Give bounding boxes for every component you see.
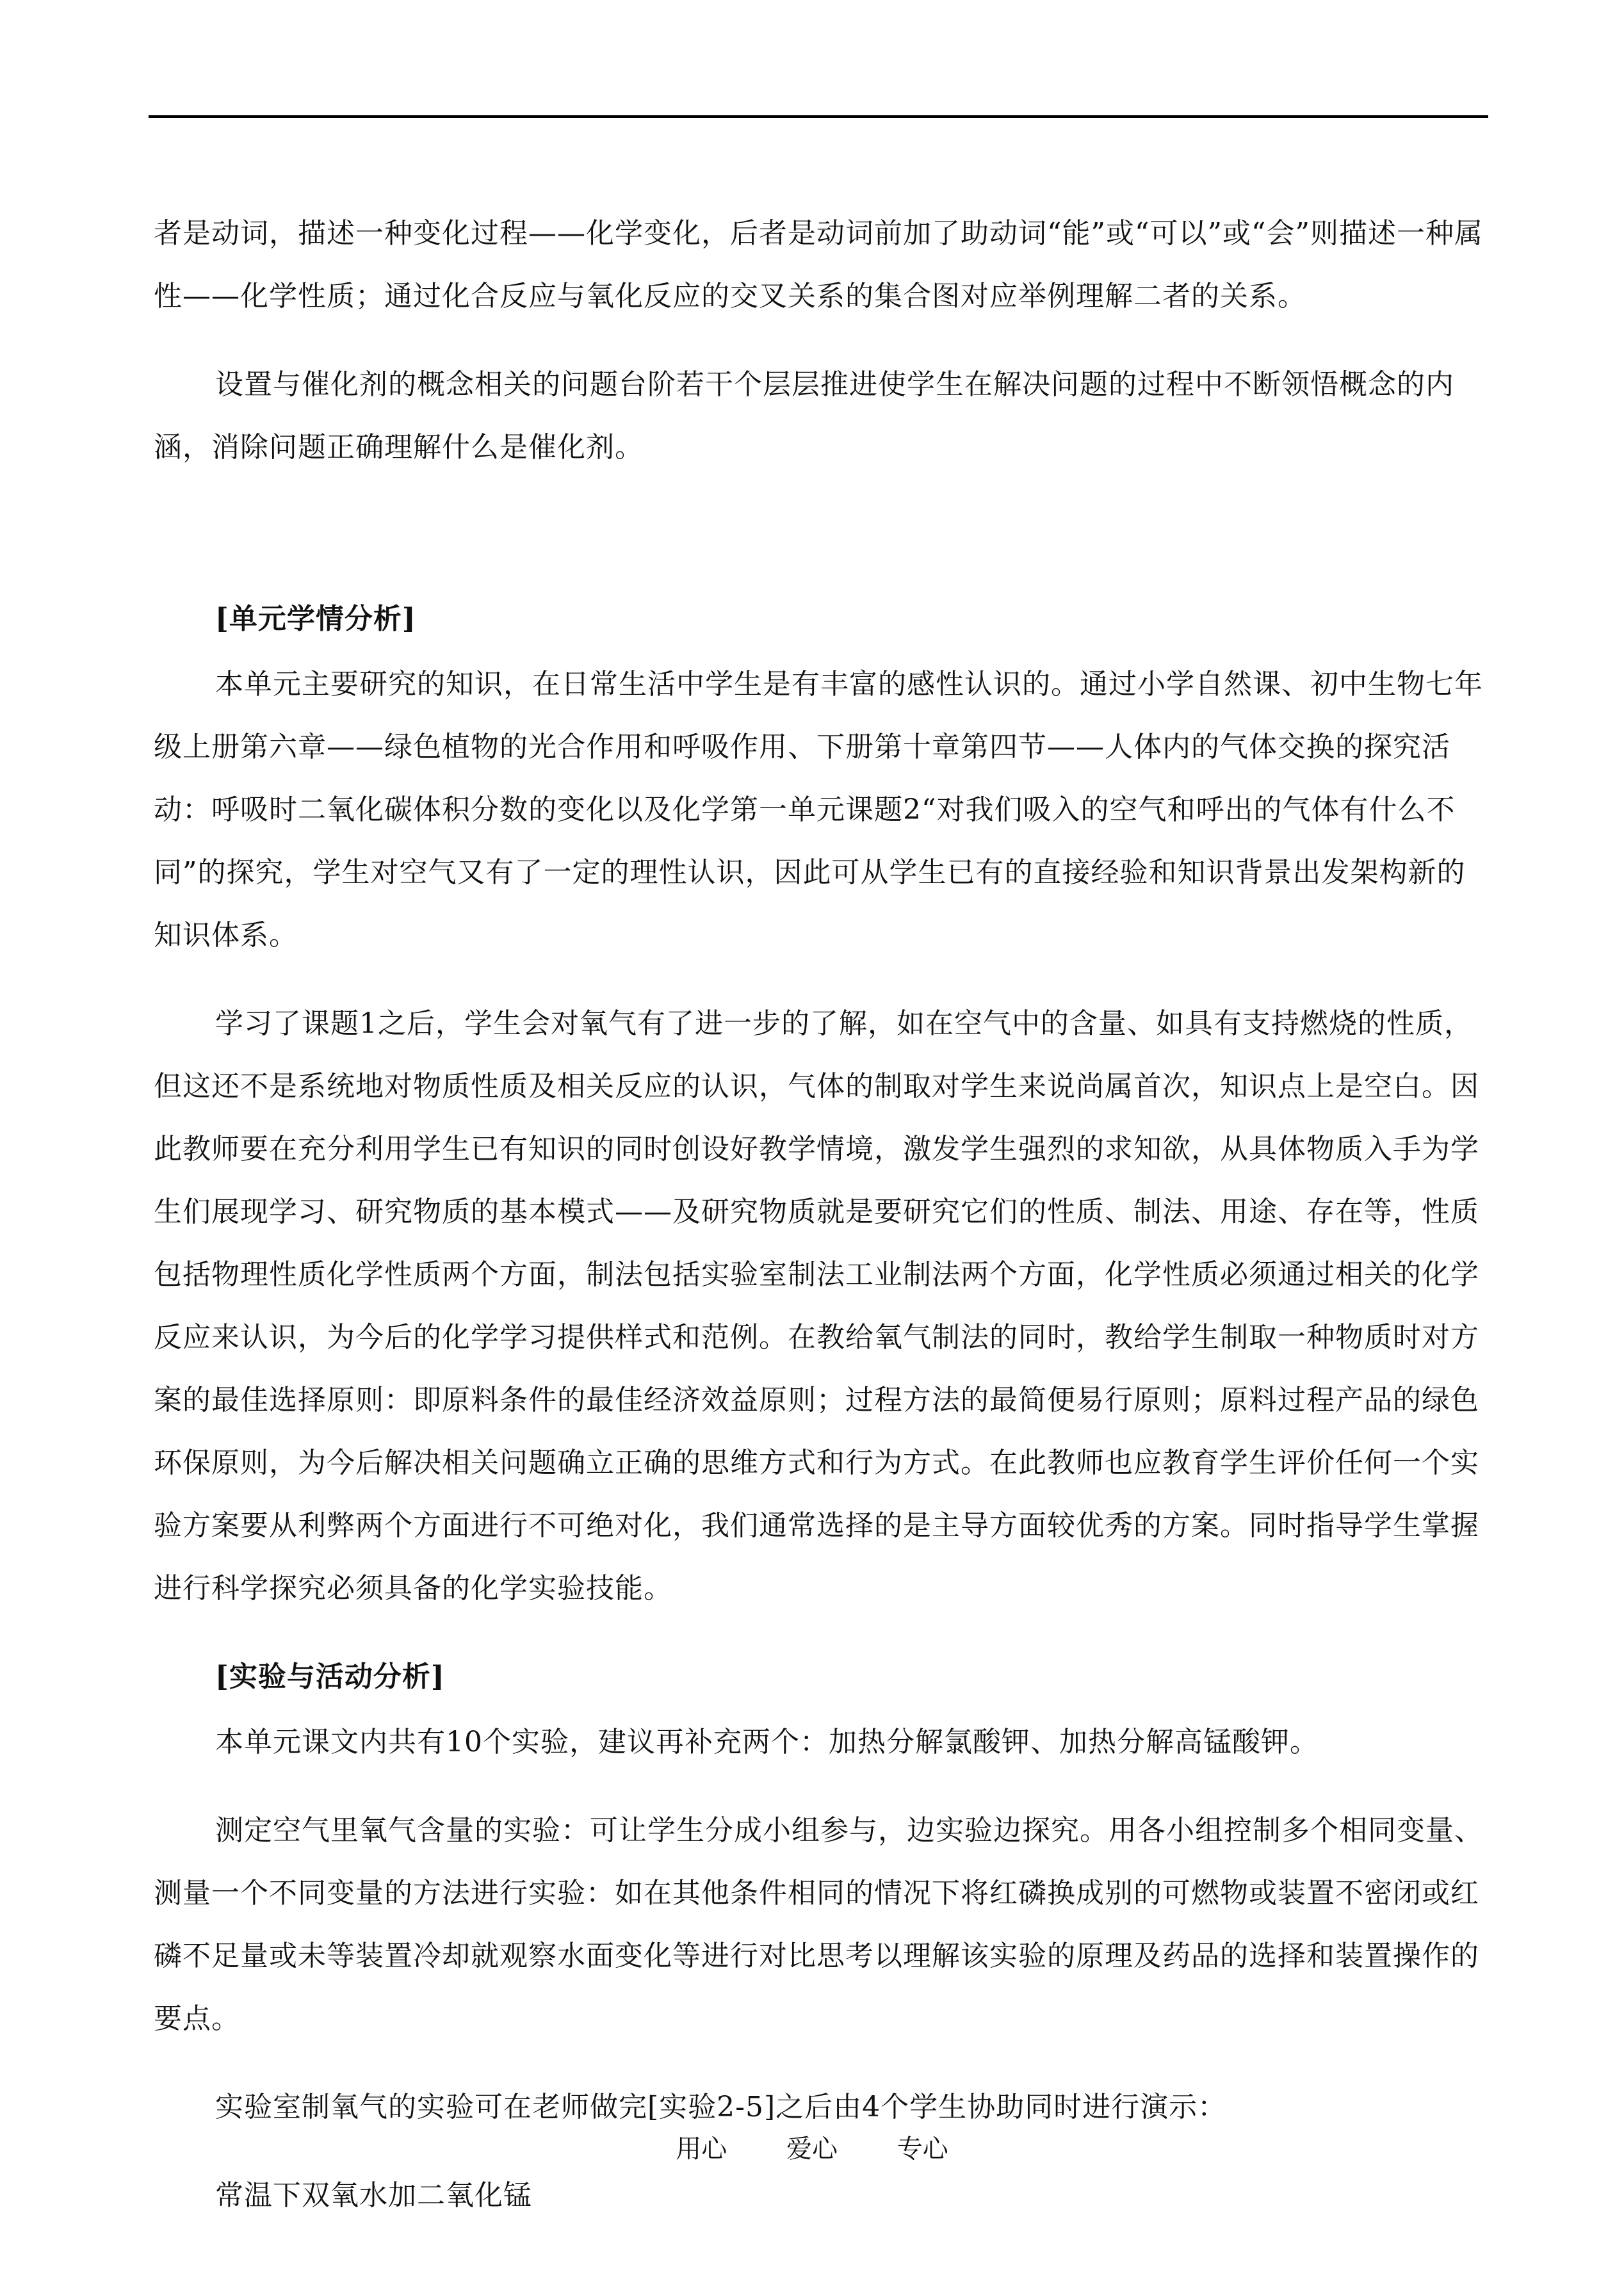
paragraph-continuation: 者是动词，描述一种变化过程——化学变化，后者是动词前加了助动词“能”或“可以”或“会”则描述一种属性——化学性质；通过化合反应与氧化反应的交叉关系的集合图对应举例理解二者的关系。: [154, 217, 1483, 312]
header-rule: [149, 115, 1488, 118]
section-heading-learning-analysis: [单元学情分析]: [215, 603, 416, 635]
paragraph-learning-analysis-2: 学习了课题1之后，学生会对氧气有了进一步的了解，如在空气中的含量、如具有支持燃烧的性质，但这还不是系统地对物质性质及相关反应的认识，气体的制取对学生来说尚属首次，知识点上是空白。因此教师要在充分利用学生已有知识的同时创设好教学情境，激发学生强烈的求知欲，从具体物质入手为学生们展现学习、研究物质的基本模式——及研究物质就是要研究它们的性质、制法、用途、存在等，性质包括物理性质化学性质两个方面，制法包括实验室制法工业制法两个方面，化学性质必须通过相关的化学反应来认识，为今后的化学学习提供样式和范例。在教给氧气制法的同时，教给学生制取一种物质时对方案的最佳选择原则：即原料条件的最佳经济效益原则；过程方法的最简便易行原则；原料过程产品的绿色环保原则，为今后解决相关问题确立正确的思维方式和行为方式。在此教师也应教育学生评价任何一个实验方案要从利弊两个方面进行不可绝对化，我们通常选择的是主导方面较优秀的方案。同时指导学生掌握进行科学探究必须具备的化学实验技能。: [154, 1007, 1479, 1605]
section-heading-experiment-analysis: [实验与活动分析]: [215, 1660, 445, 1693]
paragraph-experiment-1: 本单元课文内共有10个实验，建议再补充两个：加热分解氯酸钾、加热分解高锰酸钾。: [215, 1726, 1319, 1758]
footer-item: 爱心: [786, 2134, 838, 2164]
paragraph-experiment-2: 测定空气里氧气含量的实验：可让学生分成小组参与，边实验边探究。用各小组控制多个相同变量、测量一个不同变量的方法进行实验：如在其他条件相同的情况下将红磷换成别的可燃物或装置不密闭或红磷不足量或未等装置冷却就观察水面变化等进行对比思考以理解该实验的原理及药品的选择和装置操作的要点。: [154, 1814, 1483, 2035]
paragraph-experiment-4: 常温下双氧水加二氧化锰: [215, 2179, 532, 2212]
paragraph-catalyst: 设置与催化剂的概念相关的问题台阶若干个层层推进使学生在解决问题的过程中不断领悟概念的内涵，消除问题正确理解什么是催化剂。: [154, 368, 1454, 464]
footer-item: 用心: [676, 2134, 727, 2164]
page-footer: [0, 2130, 1624, 2168]
section-gap: [154, 505, 1486, 588]
paragraph-experiment-3: 实验室制氧气的实验可在老师做完[实验2-5]之后由4个学生协助同时进行演示：: [215, 2091, 1227, 2123]
document-body: [154, 202, 1486, 2253]
paragraph-learning-analysis-1: 本单元主要研究的知识，在日常生活中学生是有丰富的感性认识的。通过小学自然课、初中生物七年级上册第六章——绿色植物的光合作用和呼吸作用、下册第十章第四节——人体内的气体交换的探究活动：呼吸时二氧化碳体积分数的变化以及化学第一单元课题2“对我们吸入的空气和呼出的气体有什么不同”的探究，学生对空气又有了一定的理性认识，因此可从学生已有的直接经验和知识背景出发架构新的知识体系。: [154, 668, 1483, 952]
footer-item: 专心: [897, 2134, 948, 2164]
